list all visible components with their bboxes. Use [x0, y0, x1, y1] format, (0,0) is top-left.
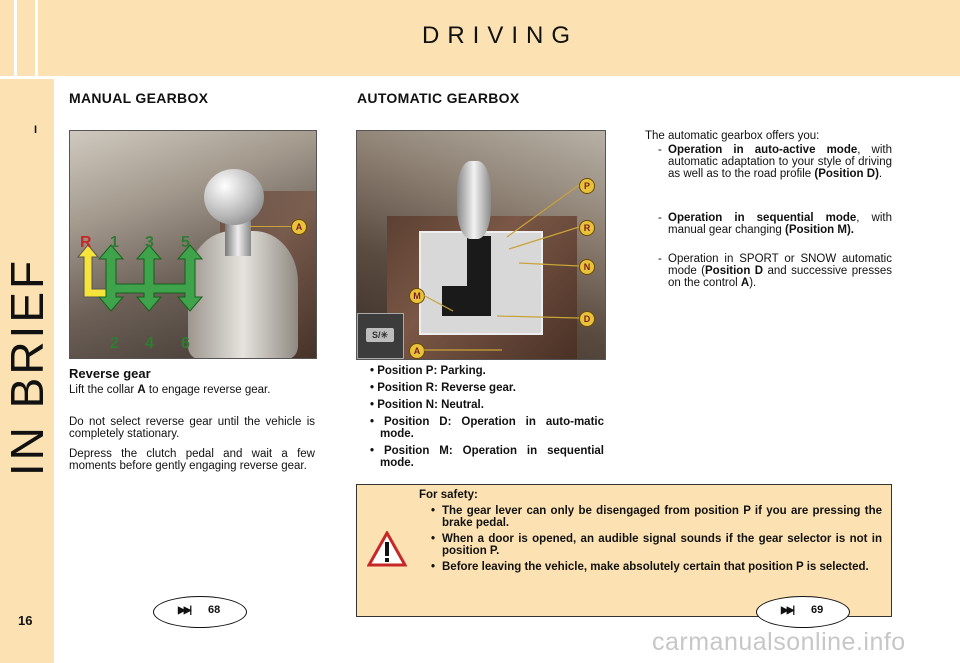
reference-link-69[interactable] [756, 596, 850, 628]
warning-triangle-icon [367, 531, 407, 567]
gear-label-2: 2 [110, 335, 119, 352]
safety-item: • Before leaving the vehicle, make absolutely certain that position P is selected. [431, 561, 869, 573]
collar-marker-a: A [291, 219, 307, 235]
safety-item-text: When a door is opened, an audible signal sounds if the gear selector is not in position P. [442, 533, 882, 557]
reverse-paragraph-2: Do not select reverse gear until the vehicle is completely stationary. [69, 416, 315, 440]
gear-label-5: 5 [181, 234, 190, 251]
page-title: DRIVING [421, 22, 578, 49]
operation-sport-snow: - Operation in SPORT or SNOW automatic mode (Position D and successive presses on the control A). [658, 253, 892, 289]
side-label: IN BRIEF [1, 257, 53, 477]
decorative-stripe [14, 0, 17, 76]
watermark: carmanualsonline.info [652, 628, 906, 656]
gear-label-6: 6 [181, 335, 190, 352]
sport-snow-button [357, 313, 404, 359]
op3-end: ). [749, 277, 757, 289]
list-item: • Position R: Reverse gear. [370, 382, 516, 394]
manual-gearbox-heading: MANUAL GEARBOX [69, 90, 209, 106]
reference-arrow-icon: ▶▶| [178, 605, 191, 616]
gear-shift-arrows-icon [99, 245, 202, 311]
decorative-stripe [35, 0, 38, 76]
gear-label-r: R [80, 234, 92, 251]
section-number: I [34, 124, 38, 136]
sport-snow-label: S/✳ [366, 328, 394, 342]
op3-text: Operation in SPORT or SNOW automatic mode ( [668, 253, 892, 277]
op1-bold: Operation in auto-active mode [668, 144, 858, 156]
gear-label-1: 1 [110, 234, 119, 251]
safety-title: For safety: [419, 489, 478, 501]
gear-label-3: 3 [145, 234, 154, 251]
list-item: • Position N: Neutral. [370, 399, 484, 411]
op3-text-2: and successive presses on the control [668, 265, 892, 289]
list-item: • Position M: Operation in sequential mode. [370, 445, 604, 469]
reverse-paragraph-3: Depress the clutch pedal and wait a few moments before gently engaging reverse gear. [69, 448, 315, 472]
safety-item-text: Before leaving the vehicle, make absolutely certain that position P is selected. [442, 561, 869, 573]
automatic-intro: The automatic gearbox offers you: [645, 130, 820, 142]
position-marker-n: N [579, 259, 595, 275]
op3-control: A [740, 277, 750, 289]
op2-position: (Position M). [785, 224, 854, 236]
reverse-gear-title: Reverse gear [69, 366, 151, 381]
operation-auto-active: - Operation in auto-active mode, with automatic adaptation to your style of driving as well as to the road profile (Position D). [658, 144, 893, 180]
op3-position: Position D [705, 265, 764, 277]
safety-item-text: The gear lever can only be disengaged from position P if you are pressing the brake pedal. [442, 505, 882, 529]
control-marker-a: A [409, 343, 425, 359]
position-marker-m: M [409, 288, 425, 304]
reverse-p1-collar: A [137, 384, 146, 396]
op2-text: , with manual gear changing [668, 212, 892, 236]
position-list [370, 365, 604, 474]
reference-link-68[interactable] [153, 596, 247, 628]
op1-text: , with automatic adaptation to your style of driving as well as to the road profile [668, 144, 893, 180]
list-item: • Position D: Operation in auto-matic mode. [370, 416, 604, 440]
gear-label-4: 4 [145, 335, 154, 352]
manual-gearbox-photo [69, 130, 317, 359]
safety-item: • When a door is opened, an audible signal sounds if the gear selector is not in position P. [431, 533, 882, 557]
op1-position: (Position D) [814, 168, 879, 180]
reference-number: 68 [208, 604, 221, 616]
position-marker-p: P [579, 178, 595, 194]
automatic-gearbox-heading: AUTOMATIC GEARBOX [357, 90, 520, 106]
operation-sequential: - Operation in sequential mode, with manual gear changing (Position M). [658, 212, 892, 236]
page-number: 16 [18, 613, 33, 628]
gear-pattern-diagram [70, 131, 316, 358]
safety-item: • The gear lever can only be disengaged from position P if you are pressing the brake pedal. [431, 505, 882, 529]
sidebar-divider [0, 76, 54, 79]
reverse-p1-text: Lift the collar [69, 384, 135, 396]
position-marker-d: D [579, 311, 595, 327]
op2-bold: Operation in sequential mode [668, 212, 857, 224]
position-marker-r: R [579, 220, 595, 236]
reverse-p1-text-end: to engage reverse gear. [148, 384, 271, 396]
reference-arrow-icon: ▶▶| [781, 605, 794, 616]
list-item: • Position P: Parking. [370, 365, 486, 377]
reference-number: 69 [811, 604, 824, 616]
reverse-paragraph-1 [69, 384, 315, 396]
